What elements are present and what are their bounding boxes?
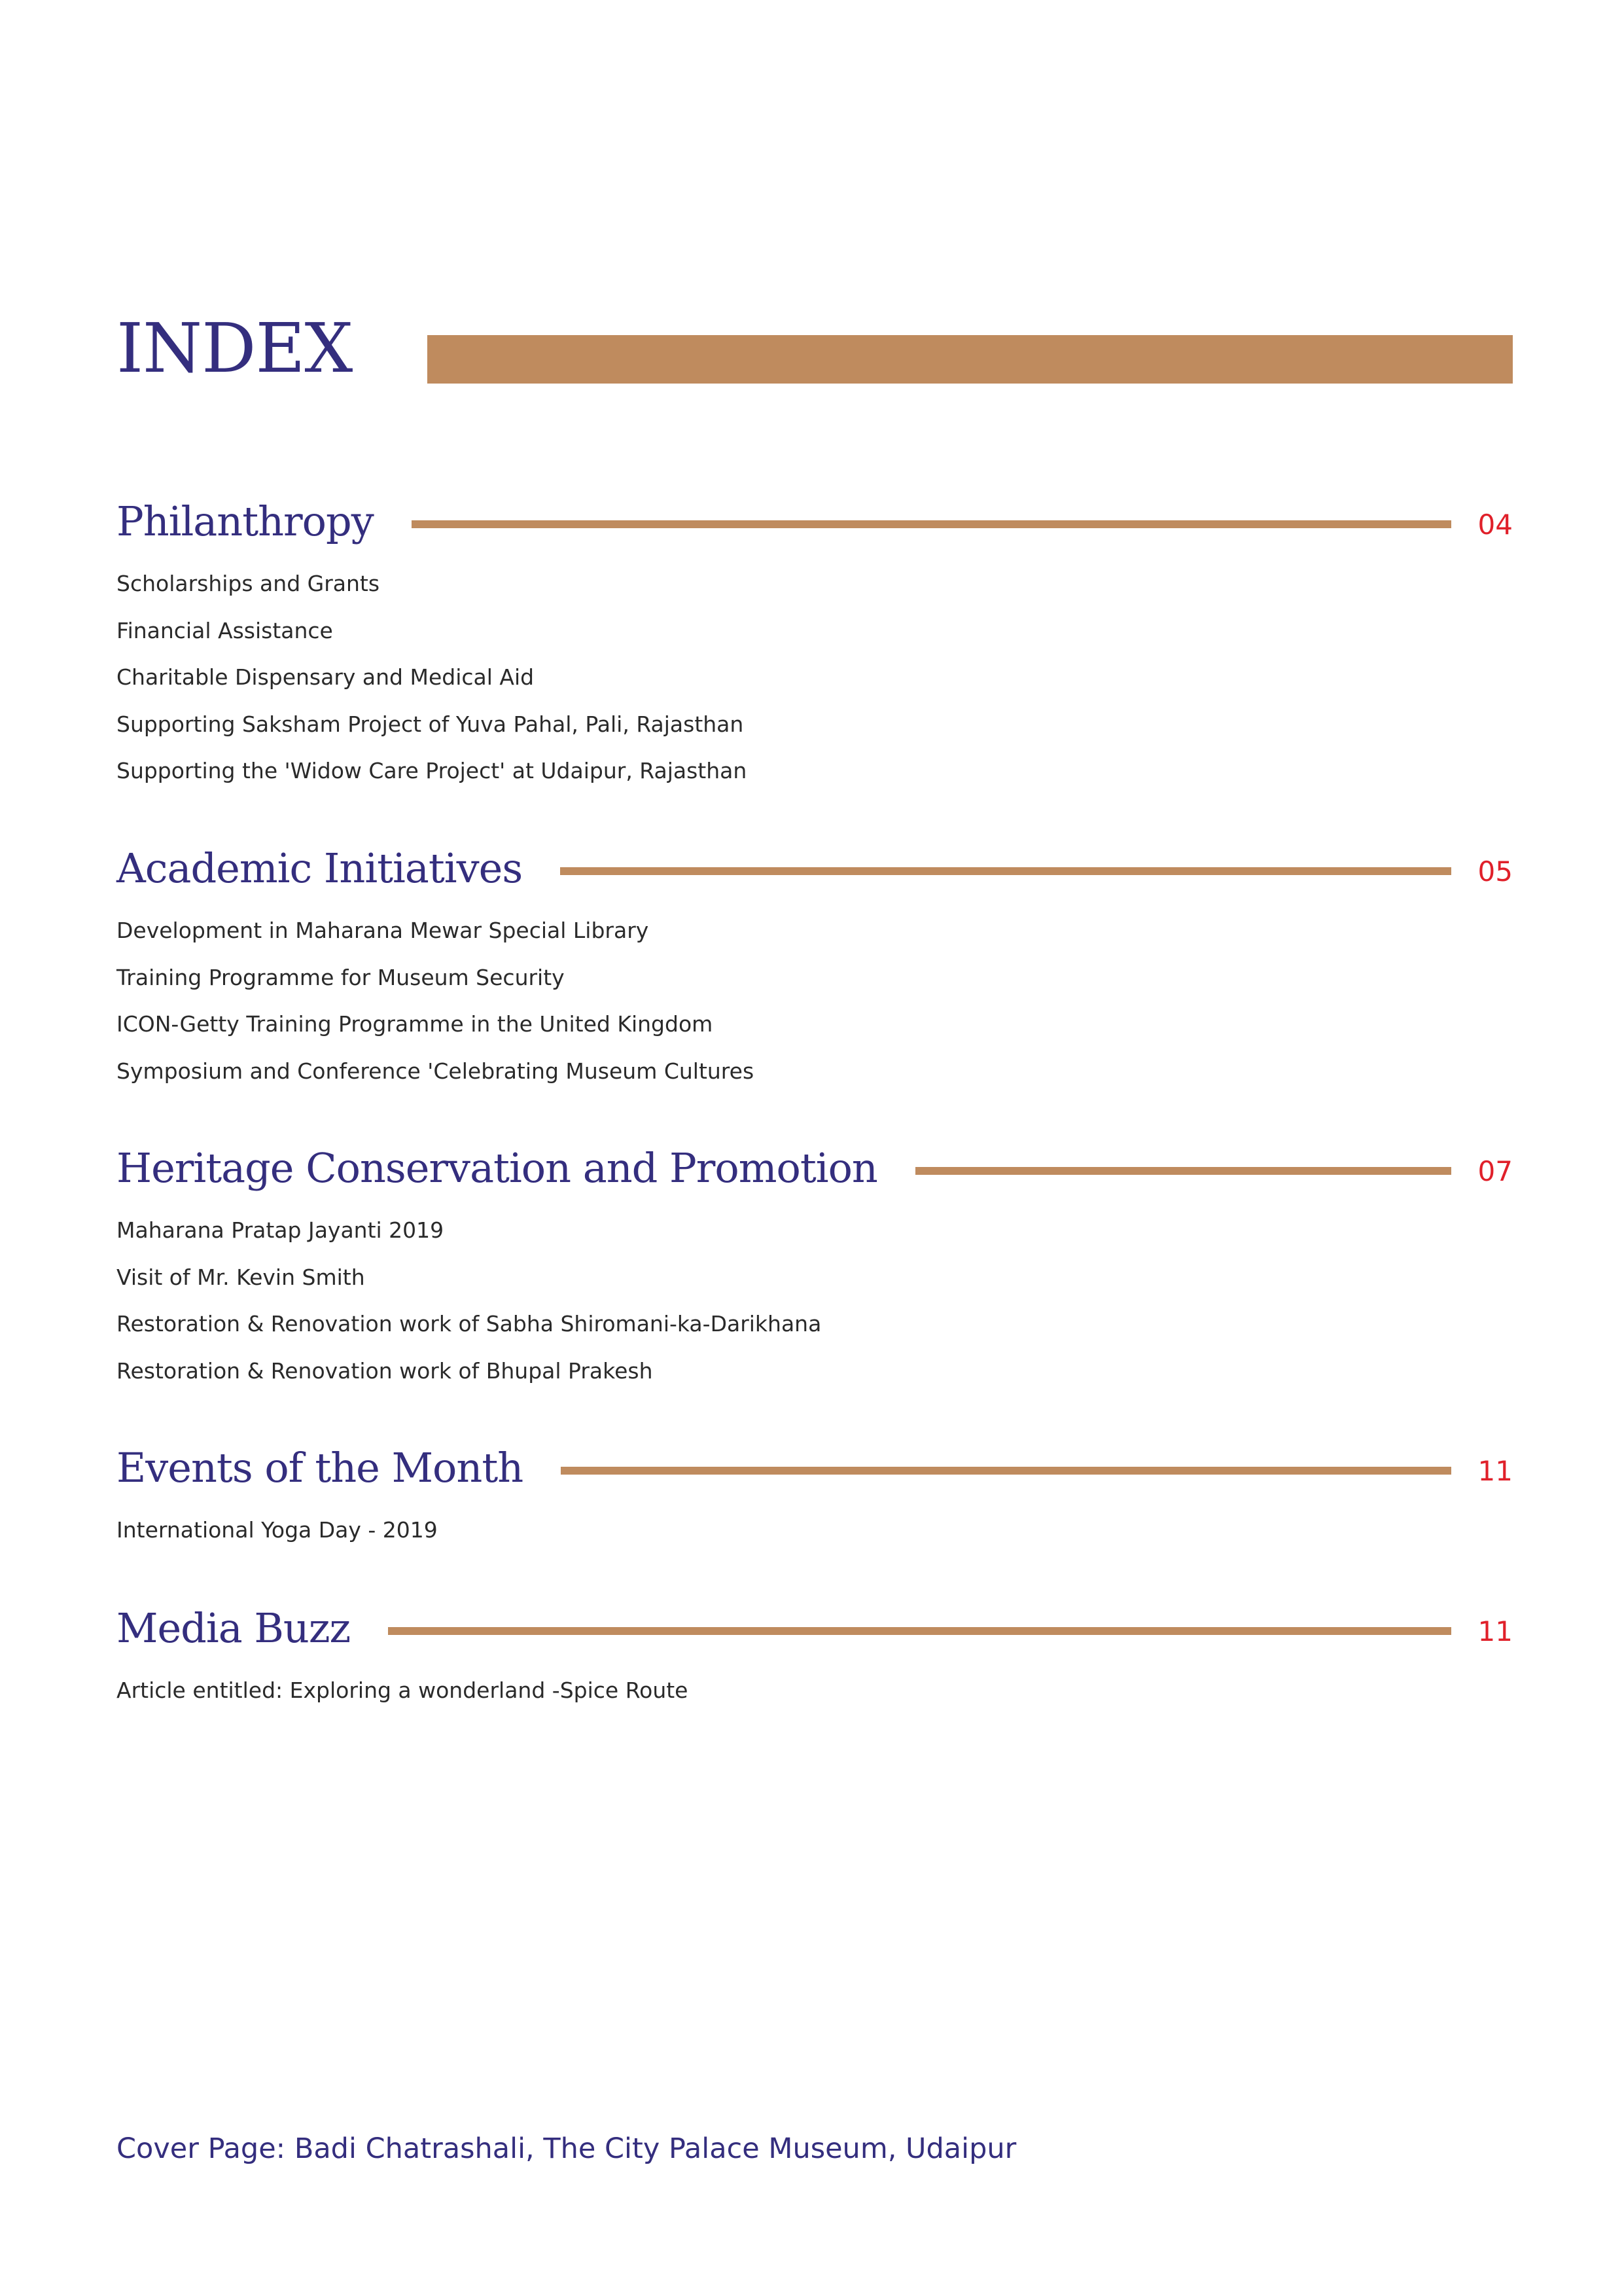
page-number: 05 [1477,855,1513,888]
section-heading: Philanthropy [116,497,374,545]
section-heritage-conservation [116,1139,1513,1394]
section-heading: Academic Initiatives [116,844,523,892]
section-items [116,1507,1513,1554]
section-heading: Media Buzz [116,1604,351,1652]
section-heading: Heritage Conservation and Promotion [116,1144,877,1192]
page-number: 07 [1477,1155,1513,1187]
section-heading-row [116,839,1513,898]
index-item: Symposium and Conference 'Celebrating Museum Cultures [116,1058,754,1084]
section-items [116,1667,1513,1714]
index-item: ICON-Getty Training Programme in the United Kingdom [116,1011,713,1037]
section-events-of-the-month [116,1439,1513,1554]
page-number: 04 [1477,508,1513,541]
index-item: Supporting the 'Widow Care Project' at Udaipur, Rajasthan [116,758,747,783]
index-item: Restoration & Renovation work of Sabha Shiromani-ka-Darikhana [116,1311,822,1336]
index-item: Restoration & Renovation work of Bhupal Prakesh [116,1357,653,1384]
index-item: Visit of Mr. Kevin Smith [116,1264,365,1290]
section-philanthropy [116,492,1513,795]
section-items [116,907,1513,1094]
index-item: Training Programme for Museum Security [116,964,565,990]
index-item: Financial Assistance [116,617,333,643]
section-academic-initiatives [116,839,1513,1094]
index-item: International Yoga Day - 2019 [116,1517,438,1543]
index-item: Article entitled: Exploring a wonderland -Spice Route [116,1677,688,1703]
section-heading-row [116,492,1513,551]
section-rule [412,520,1451,528]
section-media-buzz [116,1599,1513,1714]
index-item: Supporting Saksham Project of Yuva Pahal, Pali, Rajasthan [116,711,744,737]
title-bar [427,335,1513,384]
page-number: 11 [1477,1454,1513,1487]
section-rule [561,1467,1451,1475]
section-heading: Events of the Month [116,1444,523,1492]
section-heading-row [116,1439,1513,1498]
section-rule [388,1627,1451,1635]
index-item: Charitable Dispensary and Medical Aid [116,664,535,690]
section-rule [915,1167,1451,1175]
index-item: Development in Maharana Mewar Special Library [116,918,649,943]
section-heading-row [116,1139,1513,1198]
section-items [116,560,1513,795]
index-item: Scholarships and Grants [116,571,380,596]
page-number: 11 [1477,1615,1513,1647]
page-title: INDEX [116,308,353,388]
section-heading-row [116,1599,1513,1658]
section-items [116,1207,1513,1394]
index-item: Maharana Pratap Jayanti 2019 [116,1217,444,1243]
section-rule [560,867,1451,875]
cover-caption: Cover Page: Badi Chatrashali, The City Palace Museum, Udaipur [116,2132,1017,2165]
